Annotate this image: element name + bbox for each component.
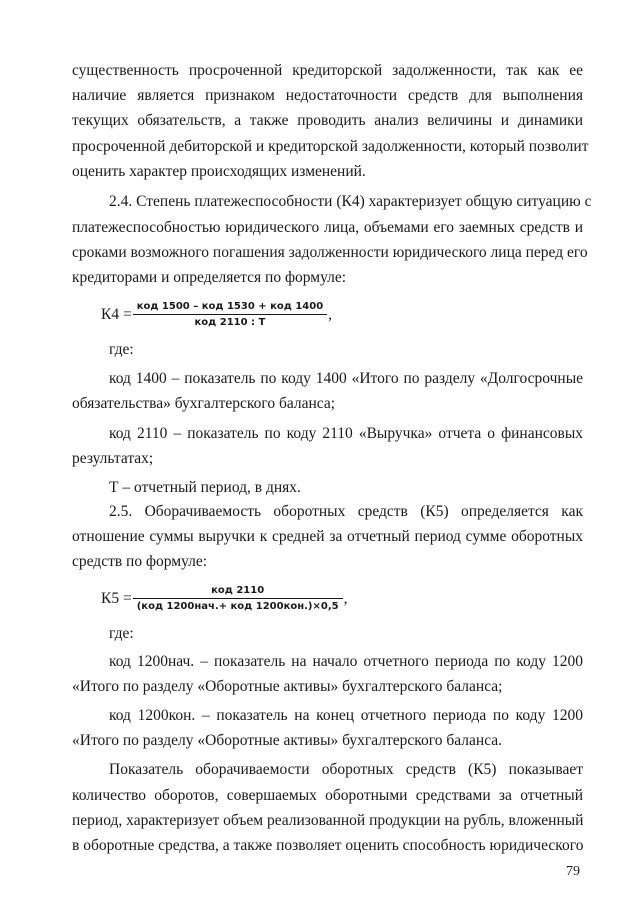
text-line: существенность просроченной кредиторской задолженности, так как ее — [72, 62, 583, 79]
formula-k4-denominator: код 2110 : Т — [194, 317, 266, 328]
text-line: платежеспособностью юридического лица, объемами его заемных средств и — [72, 219, 583, 236]
text-line: обязательства» бухгалтерского баланса; — [72, 395, 336, 412]
formula-k4-lhs: К4 = — [101, 305, 132, 323]
page-number: 79 — [566, 864, 580, 879]
text-line: код 1400 – показатель по коду 1400 «Итого по разделу «Долгосрочные — [109, 370, 583, 387]
text-line: код 1200нач. – показатель на начало отчетного периода по коду 1200 — [109, 653, 583, 670]
text-line: отношение суммы выручки к средней за отчетный период сумме оборотных — [72, 528, 583, 545]
formula-k5-denominator: (код 1200нач.+ код 1200кон.)×0,5 — [136, 601, 339, 612]
text-line: текущих обязательств, а также проводить анализ величины и динамики — [72, 112, 583, 129]
text-line: оценить характер происходящих изменений. — [72, 163, 366, 180]
text-line: наличие является признаком недостаточности средств для выполнения — [72, 87, 583, 104]
formula-k5-numerator: код 2110 — [211, 585, 265, 596]
text-line: 2.5. Оборачиваемость оборотных средств (К5) определяется как — [109, 503, 583, 520]
text-line: «Итого по разделу «Оборотные активы» бухгалтерского баланса. — [72, 732, 503, 749]
text-line: Т – отчетный период, в днях. — [109, 479, 301, 496]
formula-k4-numerator: код 1500 – код 1530 + код 1400 — [136, 301, 324, 312]
text-line: просроченной дебиторской и кредиторской задолженности, который позволит — [72, 138, 589, 155]
text-line: результатах; — [72, 450, 154, 467]
formula-k4 — [101, 301, 332, 328]
fraction-bar — [133, 598, 343, 599]
formula-k5-trail: , — [343, 589, 348, 607]
text-line: в оборотные средства, а также позволяет оценить способность юридического — [72, 837, 584, 854]
text-line: код 2110 – показатель по коду 2110 «Выручка» отчета о финансовых — [109, 425, 583, 442]
text-line: Показатель оборачиваемости оборотных средств (К5) показывает — [109, 761, 583, 778]
text-line: где: — [109, 341, 134, 358]
text-line: период, характеризует объем реализованной продукции на рубль, вложенный — [72, 812, 584, 829]
text-line: «Итого по разделу «Оборотные активы» бухгалтерского баланса; — [72, 678, 503, 695]
text-line: количество оборотов, совершаемых оборотными средствами за отчетный — [72, 787, 583, 804]
text-line: средств по формуле: — [72, 553, 208, 570]
formula-k5-lhs: К5 = — [101, 589, 132, 607]
text-line: кредиторами и определяется по формуле: — [72, 269, 347, 286]
text-line: где: — [109, 625, 134, 642]
formula-k5 — [101, 585, 347, 612]
fraction-bar — [133, 314, 327, 315]
formula-k4-fraction — [133, 301, 327, 328]
text-line: код 1200кон. – показатель на конец отчетного периода по коду 1200 — [109, 707, 583, 724]
formula-k5-fraction — [133, 585, 343, 612]
text-line: 2.4. Степень платежеспособности (К4) характеризует общую ситуацию с — [109, 193, 592, 210]
formula-k4-trail: , — [328, 305, 333, 323]
text-line: сроками возможного погашения задолженности юридического лица перед его — [72, 244, 588, 261]
